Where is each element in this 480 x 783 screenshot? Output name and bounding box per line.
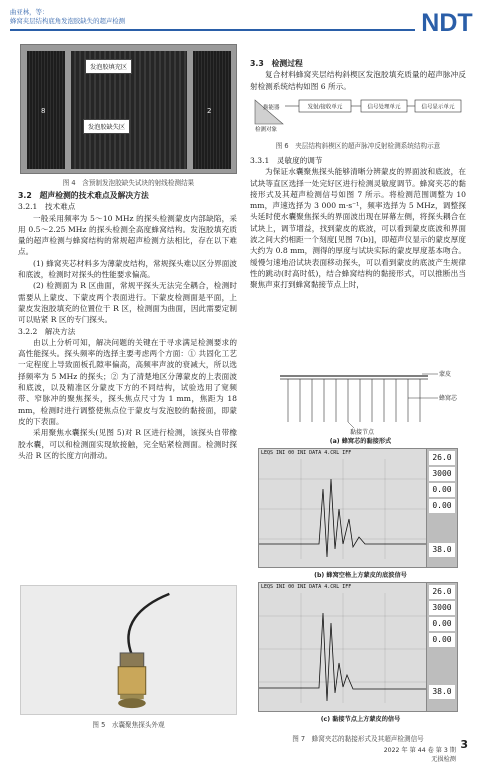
paragraph: 复合材料蜂窝夹层结构斜楔区发泡胶填充质量的超声脉冲反射检测系统结构如图 6 所示。 (250, 70, 466, 91)
figure-7b-caption: (b) 蜂窝空格上方蒙皮的底波信号 (314, 572, 407, 579)
issue-info: 2022 年 第 44 卷 第 3 期 (383, 747, 456, 754)
paragraph: 一般采用频率为 5～10 MHz 的探头检测蒙皮内部缺陷，采用 0.5～2.25 MHz 的探头检测全高度蜂窝结构。发泡胶填充质量的超声检测与蜂窝结构的常规超声检测方法相比，存在以下难点。 (18, 213, 237, 257)
paragraph: (2) 检测面为 R 区曲面，常规平探头无法完全耦合，检测时需要从上蒙皮、下蒙皮两个表面进行。下蒙皮检测面是平面，上蒙皮发泡胶填充的位置位于 R 区，检测面为曲面，因此需要定制可以贴紧 R 区的专门探头。 (18, 281, 237, 325)
header-title: 蜂窝夹层结构底角发泡胶缺失的超声检测 (10, 17, 126, 25)
svg-text:检测对象: 检测对象 (255, 127, 278, 132)
svg-text:蜂窝芯: 蜂窝芯 (439, 395, 458, 402)
left-column-text (18, 190, 237, 461)
figure-6-system-diagram (253, 92, 463, 132)
svg-text:NDT: NDT (421, 9, 473, 36)
svg-text:蒙皮: 蒙皮 (439, 371, 452, 378)
figure-5-probe-photo (20, 585, 237, 715)
heading-3-2-2: 3.2.2 解决方法 (18, 326, 76, 336)
figure-4-xray-image (20, 44, 237, 174)
paragraph: 由以上分析可知，解决问题的关键在于寻求满足检测要求的高性能探头。探头频率的选择主要考虑两个方面：① 共固化工艺一定程度上导致面板孔隙率偏高，高频率声波的衰减大，所以选择频率为 5 MHz 的探头；② 为了清楚地区分薄蒙皮的上表面波和底波，以及精准区分蒙皮下方的不同结构，试验选用了宽频带、窄脉冲的聚焦探头，探头焦点尺寸为 1 mm，焦距为 18 mm，检测时进行调整使焦点位于蒙皮与发泡胶的黏接面，即蒙皮的下表面。 (18, 337, 237, 426)
honeycomb-bond-diagram (258, 370, 463, 444)
figure-6-caption: 图 6 夹层结构斜楔区的超声脉冲反射检测系统结构示意 (275, 142, 441, 150)
waveform-c (259, 583, 427, 713)
right-column-body (250, 155, 466, 291)
waveform-b (259, 449, 427, 569)
heading-3-2: 3.2 超声检测的技术难点及解决方法 (18, 191, 149, 200)
svg-text:发射/接收单元: 发射/接收单元 (307, 104, 343, 111)
page-number: 3 (460, 738, 468, 751)
scope-readout: 26.0 3000 0.00 0.00 38.0 (426, 583, 457, 711)
heading-3-3-1: 3.3.1 灵敏度的调节 (250, 156, 323, 165)
label-foam-filled: 发泡胶填充区 (85, 59, 132, 74)
header-rule (10, 29, 415, 31)
svg-text:信号显示单元: 信号显示单元 (421, 104, 455, 111)
figure-4-caption: 图 4 含预制发泡胶缺失试块的射线检测结果 (62, 179, 195, 187)
running-header (10, 8, 270, 26)
paragraph: 为保证水囊聚焦探头能够清晰分辨蒙皮的界面波和底波，在试块等直区选择一处完好区进行检测灵敏度调节。蜂窝夹芯的黏接形式及其超声检测信号如图 7 所示。将检测范围调整为 10 mm，声速选择为 3 000 m·s⁻¹，频率选择为 5 MHz，调整探头延时使水囊聚焦探头的界面波出现在屏幕左侧，将探头耦合在试块上，调节增益，找到蒙皮的底波，可以看到蒙皮底波和界面波之间大约相距一个刻度[见图 7(b)]，即超声仪显示的蒙皮厚度大约为 0.8 mm，测得的厚度与试块实际的蒙皮厚度基本吻合。缓慢匀速地沿试块表面移动探头，可以看到蒙皮的底波产生规律性的跳动(时高时低)，结合蜂窝结构的黏接形式，可以推断出当聚焦声束打到蜂窝黏接节点上时， (250, 167, 466, 290)
right-column-intro (250, 58, 466, 92)
panel-number-right: 2 (207, 107, 212, 115)
svg-text:信号处理单元: 信号处理单元 (367, 104, 401, 111)
label-foam-missing: 发泡胶缺失区 (83, 119, 130, 134)
xray-panel-right (193, 51, 231, 169)
heading-3-2-1: 3.2.1 技术难点 (18, 202, 76, 212)
figure-7a-caption: (a) 蜂窝芯的黏接形式 (329, 438, 392, 445)
scope-screen-b (258, 448, 458, 568)
header-authors: 曲亚林，等： (10, 8, 49, 16)
figure-7-caption: 图 7 蜂窝夹芯的黏接形式及其超声检测信号 (292, 735, 424, 743)
journal-footer (384, 746, 456, 764)
paragraph: 采用聚焦水囊探头(见图 5)对 R 区进行检测，该探头自带橡胶水囊，可以和检测面实现软接触，完全贴紧检测面。检测时探头沿 R 区的长度方向滑动。 (18, 428, 237, 460)
svg-text:换能器: 换能器 (263, 105, 280, 111)
scope-display: LEQS INI 00 INI DATA 4.CRL IFF (259, 449, 427, 567)
heading-3-3: 3.3 检测过程 (250, 59, 303, 68)
scope-readout: 26.0 3000 0.00 0.00 38.0 (426, 449, 457, 567)
panel-number-left: 8 (41, 107, 46, 115)
figure-5-caption: 图 5 水囊聚焦探头外观 (92, 721, 165, 729)
scope-display: LEQS INI 00 INI DATA 4.CRL IFF (259, 583, 427, 711)
xray-panel-left (27, 51, 65, 169)
ndt-logo-icon (418, 8, 476, 36)
scope-screen-c (258, 582, 458, 712)
paragraph: (1) 蜂窝夹芯材料多为薄蒙皮结构，常规探头难以区分界面波和底波，检测时对探头的性能要求偏高。 (18, 258, 237, 280)
figure-7c-caption: (c) 黏接节点上方蒙皮的信号 (320, 716, 401, 723)
svg-text:黏接节点: 黏接节点 (350, 429, 375, 436)
figure-7 (258, 370, 463, 730)
journal-name: 无损检测 (431, 756, 456, 763)
